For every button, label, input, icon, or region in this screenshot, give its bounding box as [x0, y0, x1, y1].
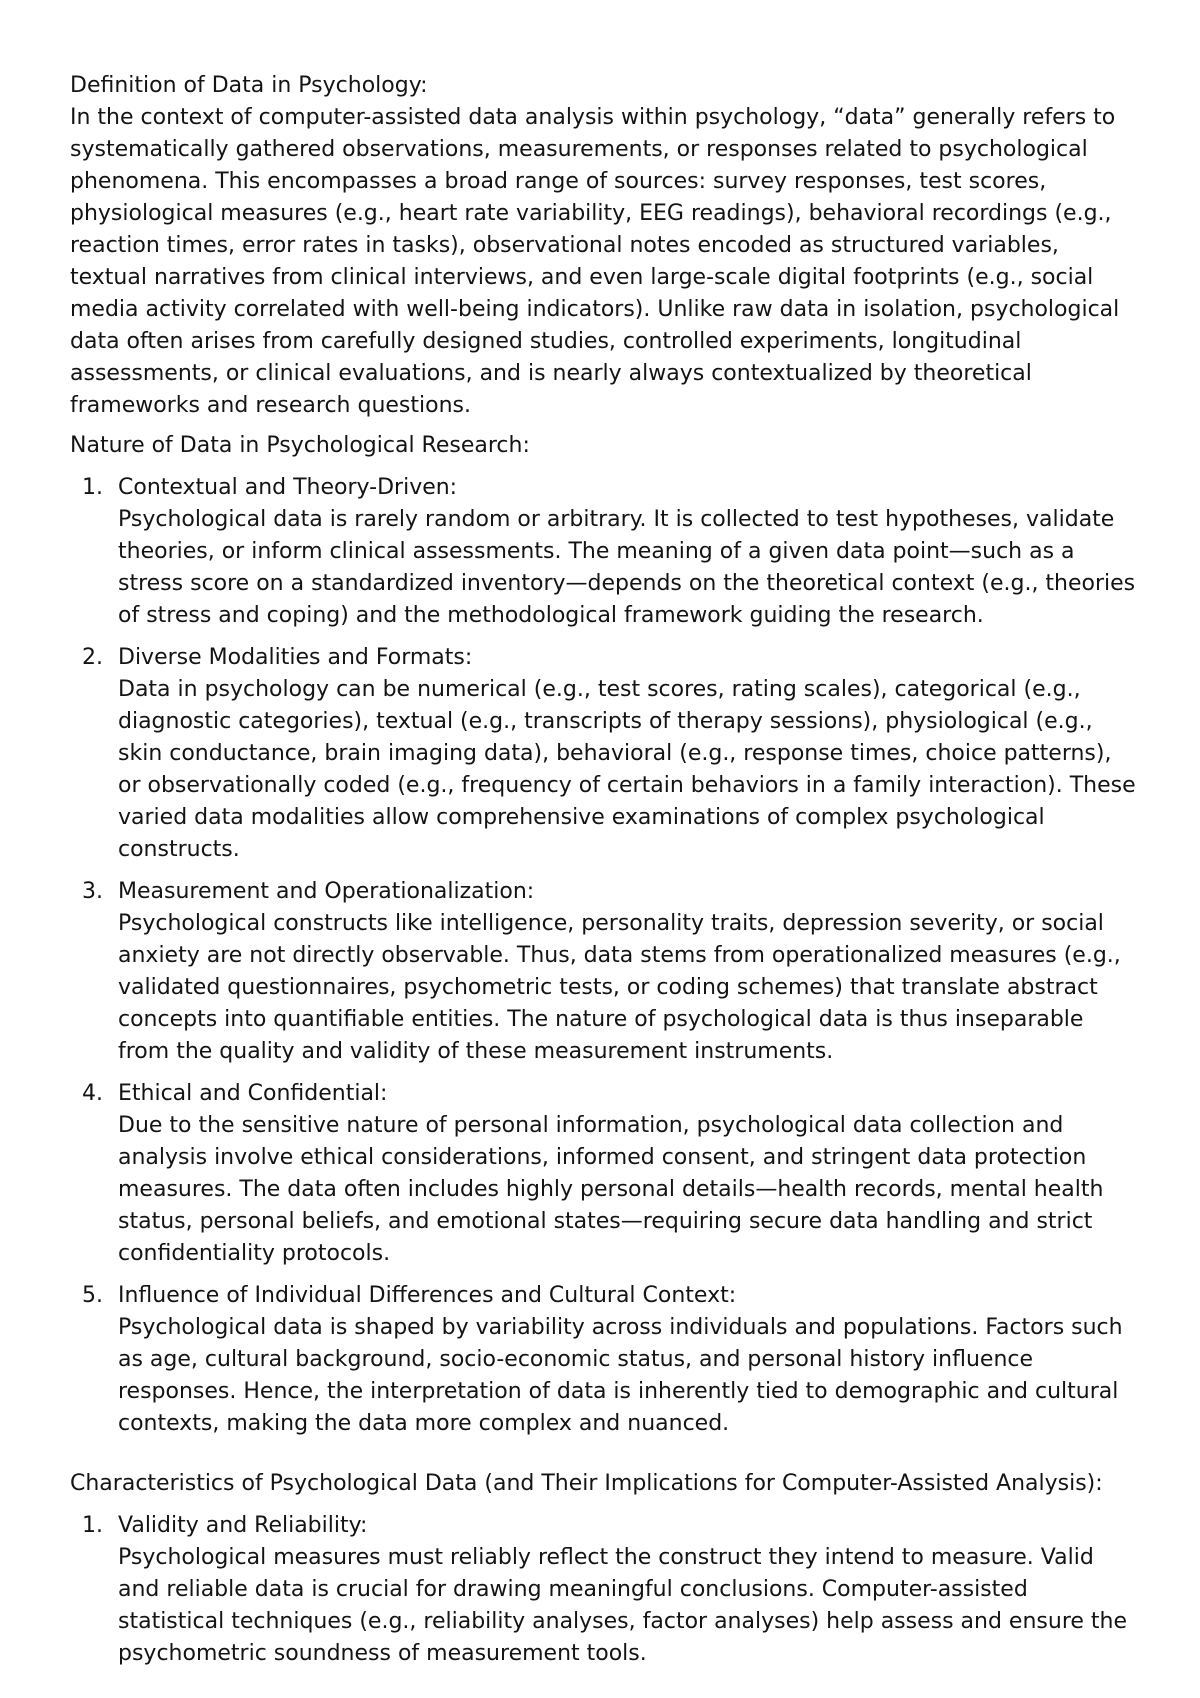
nature-heading: Nature of Data in Psychological Research:	[70, 433, 530, 458]
item-body: Psychological data is shaped by variability across individuals and populations. Factors such as age, cultural background, socio-economic status, and personal history influence responses. Hence, the interpretation of data is inherently tied to demographic and cultural contexts, making the data more complex and nuanced.	[118, 1315, 1123, 1436]
item-number: 5.	[82, 1283, 103, 1308]
item-number: 4.	[82, 1081, 103, 1106]
list-item	[70, 472, 1140, 632]
item-body: Due to the sensitive nature of personal information, psychological data collection and analysis involve ethical considerations, informed consent, and stringent data protection measures. The data often includes highly personal details—health records, mental health status, personal beliefs, and emotional states—requiring secure data handling and strict confidentiality protocols.	[118, 1113, 1104, 1266]
item-body: Psychological measures must reliably reflect the construct they intend to measure. Valid and reliable data is crucial for drawing meaningful conclusions. Computer-assisted statistical techniques (e.g., reliability analyses, factor analyses) help assess and ensure the psychometric soundness of measurement tools.	[118, 1545, 1128, 1666]
definition-body: In the context of computer-assisted data analysis within psychology, “data” generally refers to systematically gathered observations, measurements, or responses related to psychological phenomena. This encompasses a broad range of sources: survey responses, test scores, physiological measures (e.g., heart rate variability, EEG readings), behavioral recordings (e.g., reaction times, error rates in tasks), observational notes encoded as structured variables, textual narratives from clinical interviews, and even large-scale digital footprints (e.g., social media activity correlated with well-being indicators). Unlike raw data in isolation, psychological data often arises from carefully designed studies, controlled experiments, longitudinal assessments, or clinical evaluations, and is nearly always contextualized by theoretical frameworks and research questions.	[70, 105, 1120, 418]
list-item	[70, 1280, 1140, 1440]
item-number: 1.	[82, 1513, 103, 1538]
characteristics-heading: Characteristics of Psychological Data (and Their Implications for Computer-Assisted Analysis):	[70, 1471, 1103, 1496]
item-title: Diverse Modalities and Formats:	[118, 645, 473, 670]
item-body: Data in psychology can be numerical (e.g., test scores, rating scales), categorical (e.g., diagnostic categories), textual (e.g., transcripts of therapy sessions), physiological (e.g., skin conductance, brain imaging data), behavioral (e.g., response times, choice patterns), or observationally coded (e.g., frequency of certain behaviors in a family interaction). These varied data modalities allow comprehensive examinations of complex psychological constructs.	[118, 677, 1136, 862]
list-item	[70, 1510, 1140, 1670]
characteristics-section	[70, 1468, 1140, 1670]
item-title: Ethical and Confidential:	[118, 1081, 388, 1106]
definition-section	[70, 70, 1140, 422]
section-spacer	[70, 1450, 1140, 1468]
item-number: 3.	[82, 879, 103, 904]
item-body: Psychological data is rarely random or arbitrary. It is collected to test hypotheses, validate theories, or inform clinical assessments. The meaning of a given data point—such as a stress score on a standardized inventory—depends on the theoretical context (e.g., theories of stress and coping) and the methodological framework guiding the research.	[118, 507, 1136, 628]
item-number: 1.	[82, 475, 103, 500]
item-title: Influence of Individual Differences and Cultural Context:	[118, 1283, 737, 1308]
item-number: 2.	[82, 645, 103, 670]
nature-section	[70, 430, 1140, 1440]
list-item	[70, 1078, 1140, 1270]
item-title: Validity and Reliability:	[118, 1513, 368, 1538]
item-title: Measurement and Operationalization:	[118, 879, 535, 904]
item-title: Contextual and Theory-Driven:	[118, 475, 458, 500]
definition-heading: Definition of Data in Psychology:	[70, 73, 428, 98]
list-item	[70, 642, 1140, 866]
item-body: Psychological constructs like intelligence, personality traits, depression severity, or social anxiety are not directly observable. Thus, data stems from operationalized measures (e.g., validated questionnaires, psychometric tests, or coding schemes) that translate abstract concepts into quantifiable entities. The nature of psychological data is thus inseparable from the quality and validity of these measurement instruments.	[118, 911, 1121, 1064]
characteristics-list	[70, 1510, 1140, 1670]
nature-list	[70, 472, 1140, 1440]
list-item	[70, 876, 1140, 1068]
